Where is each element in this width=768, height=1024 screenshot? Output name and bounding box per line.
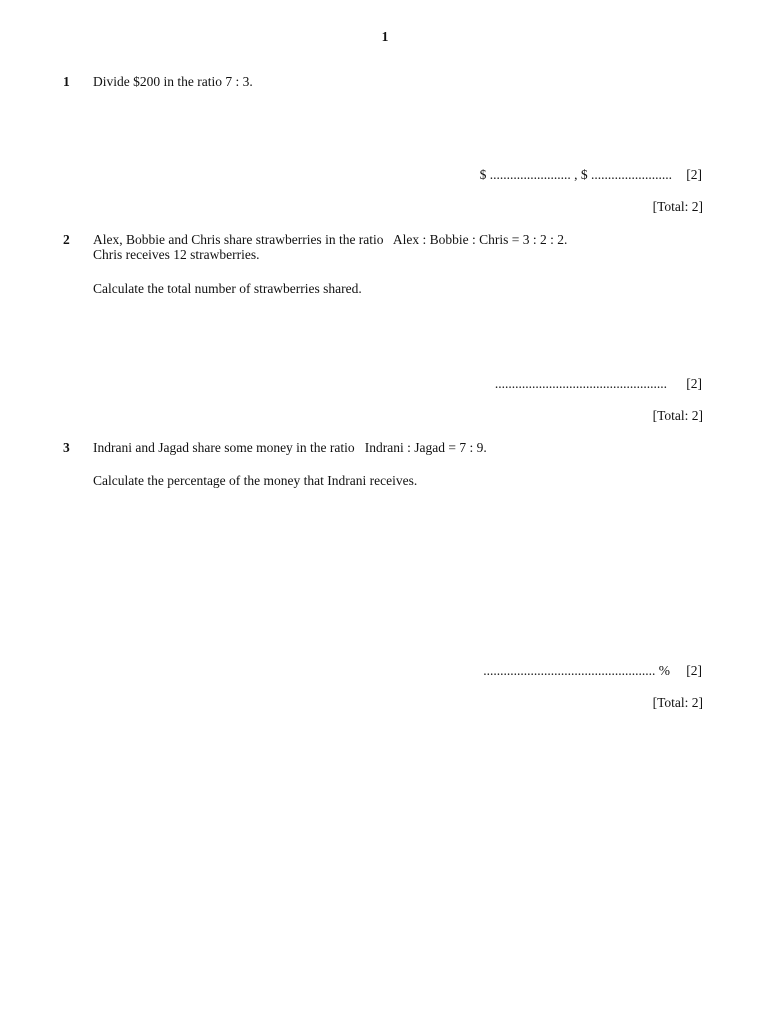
question-3-total: [Total: 2]: [652, 695, 703, 710]
question-2-answer-line: ...................................................: [494, 376, 667, 391]
question-2-text-line-1: Alex, Bobbie and Chris share strawberries in the ratio Alex : Bobbie : Chris = 3 : 2 : 2.: [93, 232, 568, 247]
question-3-answer-line: ................................................... %: [483, 663, 670, 678]
question-3-instruction: Calculate the percentage of the money that Indrani receives.: [93, 473, 418, 488]
question-1-text: Divide $200 in the ratio 7 : 3.: [93, 74, 253, 89]
question-1-marks: [2]: [686, 167, 702, 182]
page-number: 1: [381, 29, 389, 44]
question-2-number: 2: [63, 232, 70, 247]
question-3-text: Indrani and Jagad share some money in the ratio Indrani : Jagad = 7 : 9.: [93, 440, 487, 455]
question-1-number: 1: [63, 74, 70, 89]
question-2-marks: [2]: [686, 376, 702, 391]
question-2-total: [Total: 2]: [652, 408, 703, 423]
question-3-number: 3: [63, 440, 70, 455]
question-2-text-line-2: Chris receives 12 strawberries.: [93, 247, 260, 262]
question-1-total: [Total: 2]: [652, 199, 703, 214]
question-3-marks: [2]: [686, 663, 702, 678]
question-2-instruction: Calculate the total number of strawberries shared.: [93, 281, 362, 296]
question-1-answer-line: $ ........................ , $ ........................: [479, 167, 672, 182]
